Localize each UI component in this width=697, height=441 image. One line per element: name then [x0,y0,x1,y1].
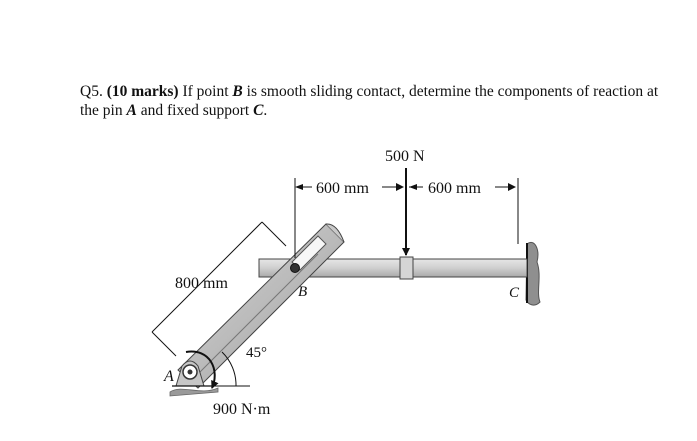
question-text-part-3: and fixed support [136,102,254,119]
load-collar [400,257,413,279]
dim-right-label: 600 mm [428,180,481,197]
load-label: 500 N [385,148,425,165]
var-b: B [232,83,243,100]
question-number: Q5. [80,83,103,100]
dim-left-label: 600 mm [316,180,369,197]
label-b: B [298,284,308,300]
label-a: A [164,368,174,385]
fixed-support-c [526,242,540,305]
moment-label: 900 N·m [213,401,271,418]
var-c: C [253,102,264,119]
question-text-part-2: is smooth sliding contact, determine the components of reaction at the pin [80,83,659,119]
label-c: C [509,285,520,301]
question-marks: (10 marks) [106,83,179,100]
var-a: A [126,102,137,119]
member-dim-label: 800 mm [175,275,228,292]
question-text-part-4: . [263,102,268,119]
angle-label: 45° [246,345,267,361]
pin-b [291,264,300,273]
inclined-member [178,224,344,388]
dim-arrow-mid [409,184,417,190]
dim-arrow-left [295,184,303,190]
question-text-part-1: If point [178,83,233,100]
